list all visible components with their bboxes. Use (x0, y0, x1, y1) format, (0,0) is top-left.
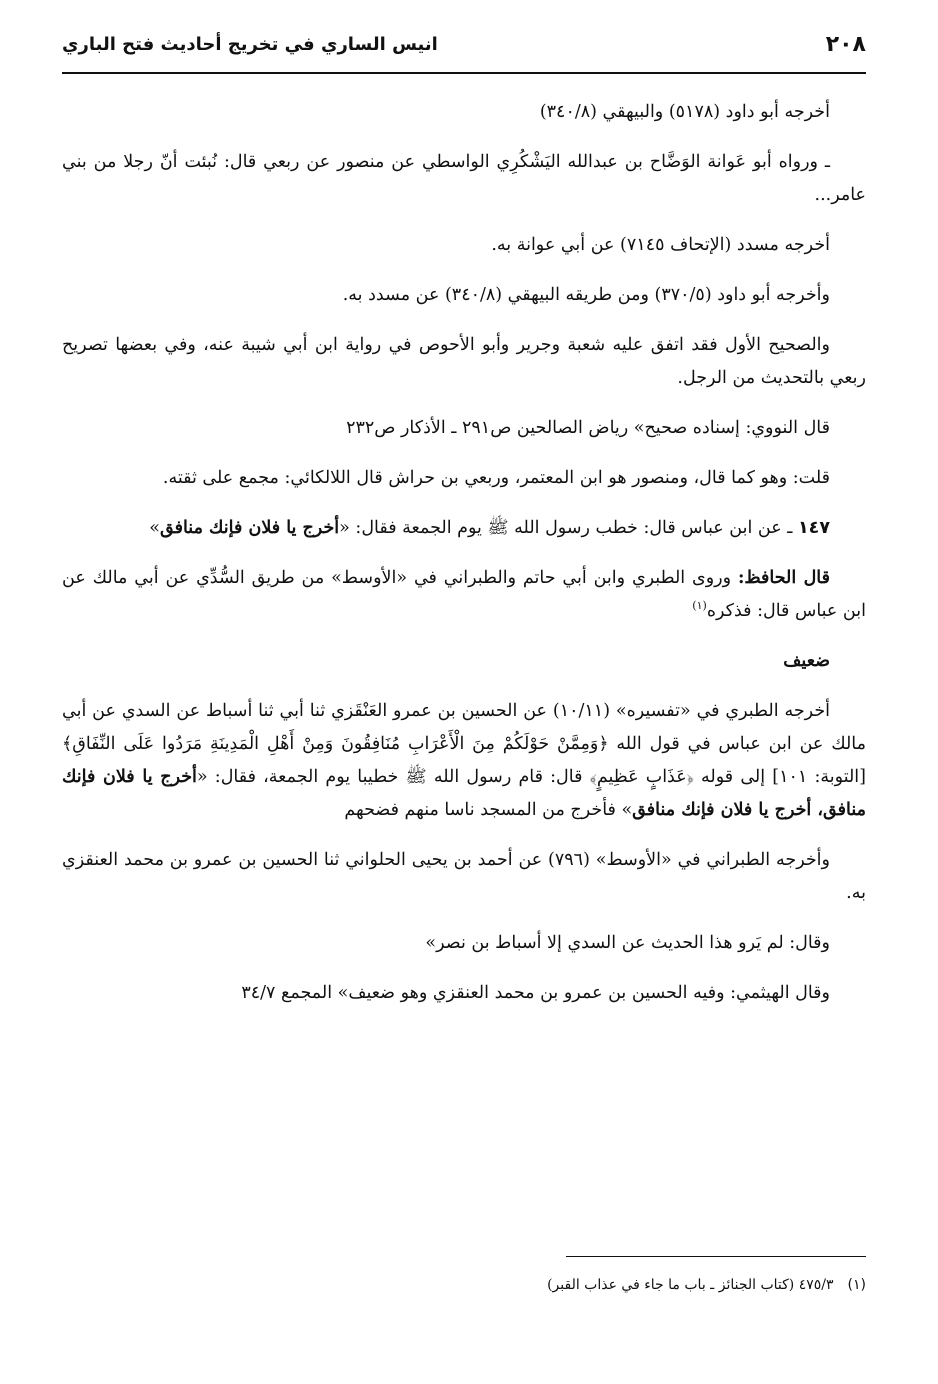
tabari-quote: أخرج يا فلان فإنك منافق، أخرج يا فلان فإنك منافق (62, 767, 866, 820)
footnote-mark: (١) (692, 599, 707, 613)
paragraph-abu-dawud: أخرجه أبو داود (٥١٧٨) والبيهقي (٣٤٠/٨) (539, 102, 830, 122)
paragraph-tabarani: وأخرجه الطبراني في «الأوسط» (٧٩٦) عن أحمد بن يحيى الحلواني ثنا الحسين بن عمرو بن محمد العنقزي به. (62, 850, 866, 903)
hafiz-text: وروى الطبري وابن أبي حاتم والطبراني في «الأوسط» من طريق السُّدِّي عن أبي مالك عن ابن عباس قال: فذكره (62, 568, 866, 621)
book-title: انيس الساري في تخريج أحاديث فتح الباري (62, 34, 438, 55)
footnote-divider (566, 1256, 866, 1257)
paragraph-abu-awana: ـ ورواه أبو عَوانة الوَضَّاح بن عبدالله اليَشْكُرِي الواسطي عن منصور عن ربعي قال: نُبئت أنّ رجلا من بني عامر... (62, 152, 866, 205)
paragraph-sahih: والصحيح الأول فقد اتفق عليه شعبة وجرير وأبو الأحوص في رواية ابن أبي شيبة عنه، وفي بعضها تصريح ربعي بالتحديث من الرجل. (62, 335, 866, 388)
paragraph-bayhaqi: وأخرجه أبو داود (٣٧٠/٥) ومن طريقه البيهقي (٣٤٠/٨) عن مسدد به. (342, 285, 830, 305)
footnote-number: (١) (847, 1277, 866, 1293)
hafiz-label: قال الحافظ: (737, 568, 831, 588)
running-header (62, 24, 866, 74)
hadith-number: ١٤٧ (797, 518, 830, 538)
book-page (62, 24, 866, 1364)
hadith-147 (62, 512, 866, 545)
page-number: ٢٠٨ (825, 32, 866, 57)
hadith-quote-close: » (149, 518, 161, 538)
main-text (62, 96, 866, 1010)
footnote (62, 1274, 866, 1296)
paragraph-qultu: قلت: وهو كما قال، ومنصور هو ابن المعتمر، وربعي بن حراش قال اللالكائي: مجمع على ثقته. (162, 468, 830, 488)
paragraph-tabari (62, 695, 866, 827)
paragraph-qala: وقال: لم يَرو هذا الحديث عن السدي إلا أسباط بن نصر» (425, 933, 830, 953)
grade-heading: ضعيف (783, 651, 830, 671)
hadith-intro: ـ عن ابن عباس قال: خطب رسول الله ﷺ يوم الجمعة فقال: « (339, 518, 793, 538)
tabari-text: أخرجه الطبري في «تفسيره» (١٠/١١) عن الحسين بن عمرو العَنْقَزي ثنا أبي ثنا أسباط عن السدي عن أبي مالك عن ابن عباس في قول الله ﴿وَمِمَّنْ حَوْلَكُمْ مِنَ الْأَعْرَابِ مُنَافِقُونَ وَمِنْ أَهْلِ الْمَدِينَةِ مَرَدُوا عَلَى النِّفَاقِ﴾ [التوبة: ١٠١] إلى قوله ﴿عَذَابٍ عَظِيمٍ﴾ قال: قام رسول الله ﷺ خطيبا يوم الجمعة، فقال: « (62, 701, 866, 787)
paragraph-nawawi: قال النووي: إسناده صحيح» رياض الصالحين ص٢٩١ ـ الأذكار ص٢٣٢ (346, 418, 830, 438)
hadith-quote: أخرج يا فلان فإنك منافق (160, 518, 340, 538)
paragraph-hafiz (62, 562, 866, 628)
footnote-text: ٤٧٥/٣ (كتاب الجنائز ـ باب ما جاء في عذاب القبر) (547, 1277, 834, 1293)
paragraph-haythami: وقال الهيثمي: وفيه الحسين بن عمرو بن محمد العنقزي وهو ضعيف» المجمع ٣٤/٧ (241, 983, 830, 1003)
paragraph-musaddad: أخرجه مسدد (الإتحاف ٧١٤٥) عن أبي عوانة به. (491, 235, 830, 255)
tabari-text-end: » فأخرج من المسجد ناسا منهم فضحهم (344, 800, 633, 820)
